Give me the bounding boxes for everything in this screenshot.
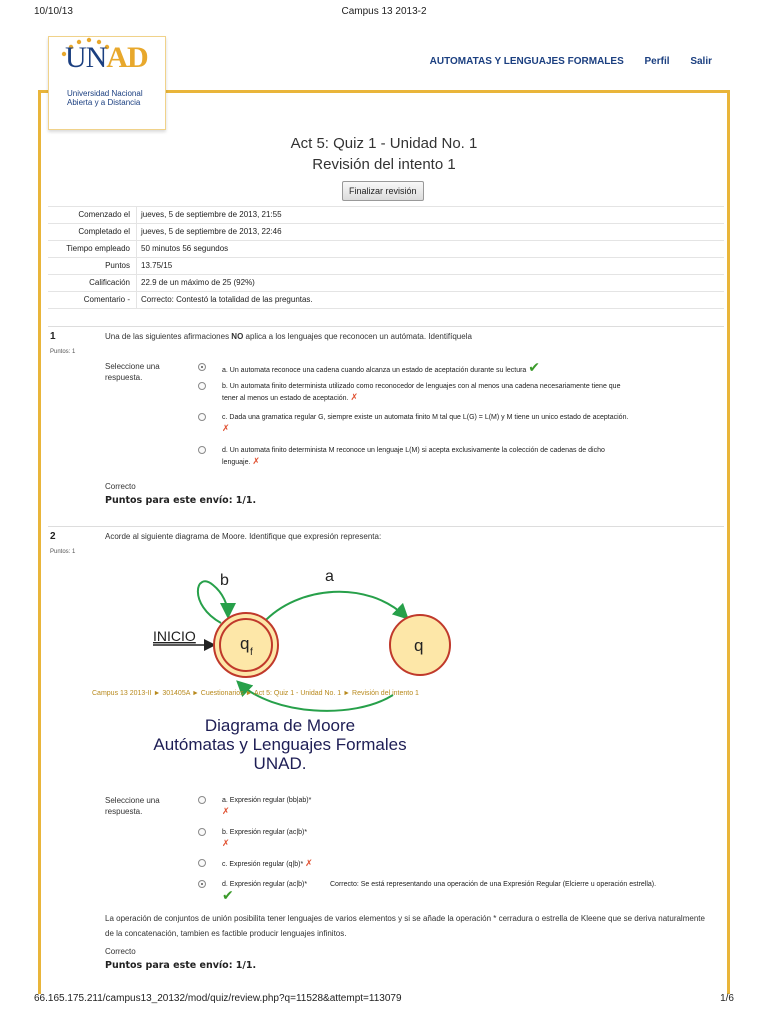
question-grade: Puntos para este envío: 1/1.: [105, 495, 257, 506]
question-grade: Puntos para este envío: 1/1.: [105, 960, 257, 971]
finish-review-button[interactable]: Finalizar revisión: [342, 181, 424, 201]
print-url: 66.165.175.211/campus13_20132/mod/quiz/review.php?q=11528&attempt=113079: [34, 993, 402, 1004]
incorrect-x-icon: ✗: [305, 858, 313, 868]
transition-arrow-a: [263, 592, 406, 623]
radio-button[interactable]: [198, 828, 206, 836]
radio-button[interactable]: [198, 446, 206, 454]
transition-label-b: b: [220, 572, 229, 589]
radio-button[interactable]: [198, 382, 206, 390]
option-feedback: Correcto: Se está representando una operación de una Expresión Regular (Elcierre u operación estrella).: [330, 881, 657, 888]
summary-row: Comentario - Correcto: Contestó la totalidad de las preguntas.: [48, 292, 724, 309]
attempt-subtitle: Revisión del intento 1: [312, 156, 456, 173]
nav-profile-link[interactable]: Perfil: [644, 56, 670, 67]
state-final-label: q: [240, 634, 250, 653]
incorrect-x-icon: ✗: [252, 456, 260, 466]
diagram-caption: Diagrama de Moore Autómatas y Lenguajes Formales UNAD.: [153, 716, 407, 773]
unad-logo[interactable]: [48, 36, 166, 130]
summary-row: Calificación 22.9 de un máximo de 25 (92%): [48, 275, 724, 292]
answer-state: Correcto: [105, 482, 136, 491]
logo-subtitle: Universidad Nacional Abierta y a Distancia: [67, 89, 143, 107]
moore-diagram: [103, 565, 424, 705]
radio-button[interactable]: [198, 880, 206, 888]
breadcrumb[interactable]: Campus 13 2013-II ► 301405A ► Cuestionarios ► Act 5: Quiz 1 - Unidad No. 1 ► Revisión del intento 1: [92, 690, 419, 697]
question-points: Puntos: 1: [50, 549, 76, 555]
question-number: 1: [50, 331, 56, 342]
nav-course-link[interactable]: AUTOMATAS Y LENGUAJES FORMALES: [429, 56, 624, 67]
transition-label-a: a: [325, 568, 334, 585]
incorrect-x-icon: ✗: [222, 806, 230, 816]
question-card-2: 2 Puntos: 1 Acorde al siguiente diagrama de Moore. Identifique que expresión representa: b a INICIO q f q Seleccione una respuesta. a. Expresión regular (bb|ab)* ✗ b. Expresión regular (ac|b)* ✗ c. Expresión regular (q|b)* ✗ d. Expresión regular (ac|b)* ✔ Correcto: Se está representando una operación de una Expresión Regular (Elcierre u operación estrella). La operación de conjuntos de unión posibilita tener lenguajes de varios elementos y si se añade la operación * cerradura o estrella de Kleene que se deriva naturalmente de la concatenación, tambien es factible producir lenguajes infinitos. Correcto Puntos para este envío: 1/1.: [48, 526, 724, 979]
print-header: [34, 6, 734, 20]
state-label-q: q: [414, 636, 424, 655]
summary-row: Puntos 13.75/15: [48, 258, 724, 275]
correct-check-icon: ✔: [528, 359, 541, 375]
incorrect-x-icon: ✗: [350, 392, 358, 402]
summary-row: Tiempo empleado 50 minutos 56 segundos: [48, 241, 724, 258]
start-label: INICIO: [153, 628, 196, 644]
radio-button[interactable]: [198, 363, 206, 371]
general-feedback: La operación de conjuntos de unión posibilita tener lenguajes de varios elementos y si se añade la operación * cerradura o estrella de Kleene que se deriva naturalmente de la concatenación, tambien es factible producir lenguajes infinitos.: [105, 914, 705, 938]
radio-button[interactable]: [198, 796, 206, 804]
question-text: Acorde al siguiente diagrama de Moore. Identifique que expresión representa:: [105, 532, 382, 541]
print-footer: [34, 993, 734, 1007]
nav-logout-link[interactable]: Salir: [690, 56, 712, 67]
print-page-title: Campus 13 2013-2: [341, 6, 427, 17]
radio-button[interactable]: [198, 413, 206, 421]
print-date: 10/10/13: [34, 6, 73, 17]
svg-text:f: f: [250, 647, 253, 658]
logo-wordmark: UNAD: [65, 41, 148, 74]
question-number: 2: [50, 531, 56, 542]
radio-button[interactable]: [198, 859, 206, 867]
quiz-title: [41, 133, 727, 175]
question-text: Una de las siguientes afirmaciones NO aplica a los lenguajes que reconocen un autómata. Identifíquela: [105, 332, 472, 341]
incorrect-x-icon: ✗: [222, 838, 230, 848]
quiz-name: Act 5: Quiz 1 - Unidad No. 1: [290, 135, 478, 152]
select-answer-label: Seleccione una respuesta.: [105, 362, 160, 382]
summary-row: Completado el jueves, 5 de septiembre de 2013, 22:46: [48, 224, 724, 241]
print-page-number: 1/6: [720, 993, 734, 1004]
attempt-summary-table: [48, 206, 724, 309]
select-answer-label: Seleccione una respuesta.: [105, 796, 160, 816]
incorrect-x-icon: ✗: [222, 423, 230, 433]
top-nav: [412, 56, 712, 67]
question-points: Puntos: 1: [50, 349, 76, 355]
correct-check-icon: ✔: [222, 887, 234, 903]
summary-row: Comenzado el jueves, 5 de septiembre de 2013, 21:55: [48, 207, 724, 224]
answer-state: Correcto: [105, 947, 136, 956]
question-card-1: 1 Puntos: 1 Una de las siguientes afirmaciones NO aplica a los lenguajes que reconocen un autómata. Identifíquela Seleccione una respuesta. a. Un automata reconoce una cadena cuando alcanza un estado de aceptación durante su lectura ✔ b. Un automata finito determinista utilizado como reconocedor de lenguajes con al menos una cadena necesariamente tiene que tener al menos un estado de aceptación. ✗ c. Dada una gramatica regular G, siempre existe un automata finito M tal que L(G) = L(M) y M tiene un unico estado de aceptación. ✗ d. Un automata finito determinista M reconoce un lenguaje L(M) si acepta exclusivamente la colección de cadenas de dicho lenguaje. ✗ Correcto Puntos para este envío: 1/1.: [48, 326, 724, 513]
